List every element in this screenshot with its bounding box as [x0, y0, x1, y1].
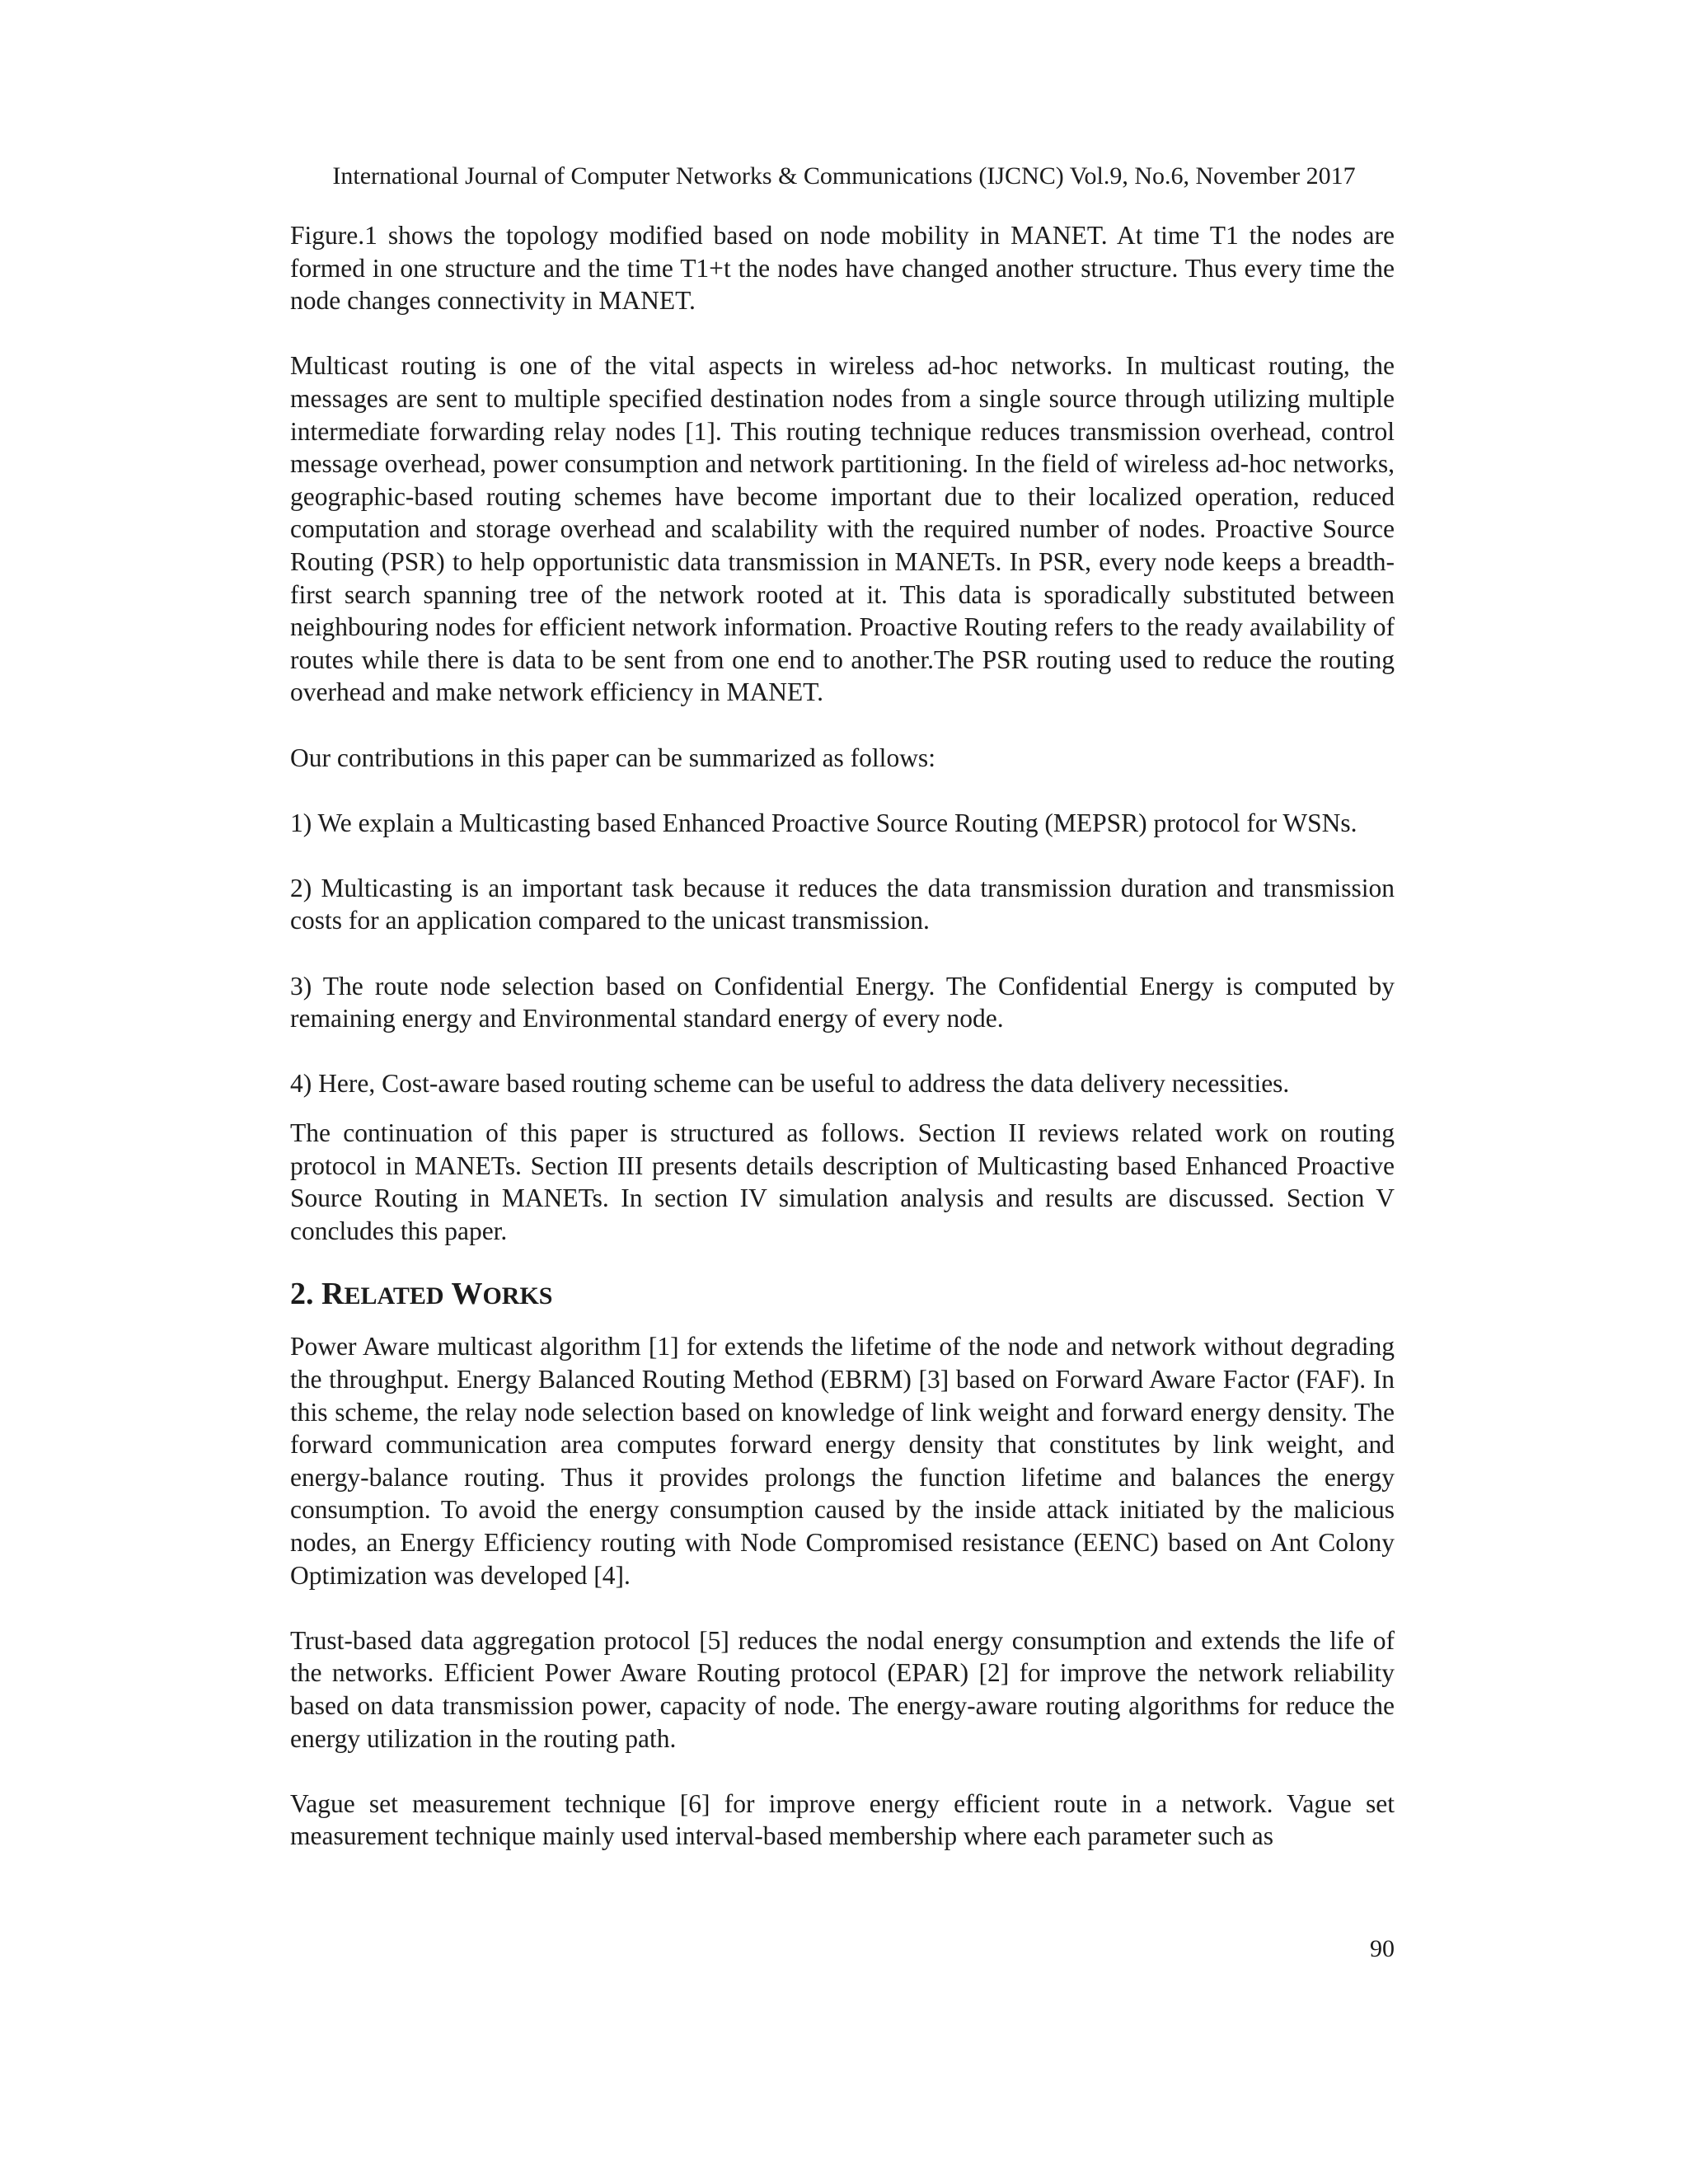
contribution-item-1: 1) We explain a Multicasting based Enhanced Proactive Source Routing (MEPSR) protocol for WSNs. [290, 808, 1357, 837]
paragraph-figure-description: Figure.1 shows the topology modified based on node mobility in MANET. At time T1 the nodes are formed in one structure and the time T1+t the nodes have changed another structure. Thus every time the node changes connectivity in MANET. [290, 221, 1395, 316]
paragraph-vague-set: Vague set measurement technique [6] for improve energy efficient route in a network. Vague set measurement technique mainly used interval-based membership where each parameter such as [290, 1788, 1395, 1851]
section-heading-related-works: 2. RELATED WORKS [290, 1277, 553, 1312]
page-number: 90 [1370, 1935, 1395, 1962]
paragraph-trust-based: Trust-based data aggregation protocol [5] reduces the nodal energy consumption and extends the life of the networks. Efficient Power Aware Routing protocol (EPAR) [2] for improve the network reliability based on data transmission power, capacity of node. The energy-aware routing algorithms for reduce the energy utilization in the routing path. [290, 1625, 1395, 1753]
page-body [290, 219, 1395, 1886]
paragraph-paper-structure: The continuation of this paper is structured as follows. Section II reviews related work on routing protocol in MANETs. Section III presents details description of Multicasting based Enhanced Proactive Source Routing in MANETs. In section IV simulation analysis and results are discussed. Section V concludes this paper. [290, 1118, 1395, 1245]
paragraph-power-aware: Power Aware multicast algorithm [1] for extends the lifetime of the node and network without degrading the throughput. Energy Balanced Routing Method (EBRM) [3] based on Forward Aware Factor (FAF). In this scheme, the relay node selection based on knowledge of link weight and forward energy density. The forward communication area computes forward energy density that constitutes by link weight, and energy-balance routing. Thus it provides prolongs the function lifetime and balances the energy consumption. To avoid the energy consumption caused by the inside attack initiated by the malicious nodes, an Energy Efficiency routing with Node Compromised resistance (EENC) based on Ant Colony Optimization was developed [4]. [290, 1332, 1395, 1590]
contribution-item-4: 4) Here, Cost-aware based routing scheme can be useful to address the data delivery necessities. [290, 1069, 1290, 1099]
paragraph-multicast-routing: Multicast routing is one of the vital aspects in wireless ad-hoc networks. In multicast routing, the messages are sent to multiple specified destination nodes from a single source through utilizing multiple intermediate forwarding relay nodes [1]. This routing technique reduces transmission overhead, control message overhead, power consumption and network partitioning. In the field of wireless ad-hoc networks, geographic-based routing schemes have become important due to their localized operation, reduced computation and storage overhead and scalability with the required number of nodes. Proactive Source Routing (PSR) to help opportunistic data transmission in MANETs. In PSR, every node keeps a breadth-first search spanning tree of the network rooted at it. This data is sporadically substituted between neighbouring nodes for efficient network information. Proactive Routing refers to the ready availability of routes while there is data to be sent from one end to another.The PSR routing used to reduce the routing overhead and make network efficiency in MANET. [290, 351, 1395, 707]
paragraph-contributions-intro: Our contributions in this paper can be summarized as follows: [290, 743, 935, 772]
contribution-item-3: 3) The route node selection based on Confidential Energy. The Confidential Energy is computed by remaining energy and Environmental standard energy of every node. [290, 971, 1395, 1033]
running-header: International Journal of Computer Networks & Communications (IJCNC) Vol.9, No.6, November 2017 [332, 162, 1356, 190]
section-number: 2. [290, 1277, 314, 1312]
contribution-item-2: 2) Multicasting is an important task because it reduces the data transmission duration and transmission costs for an application compared to the unicast transmission. [290, 873, 1395, 935]
